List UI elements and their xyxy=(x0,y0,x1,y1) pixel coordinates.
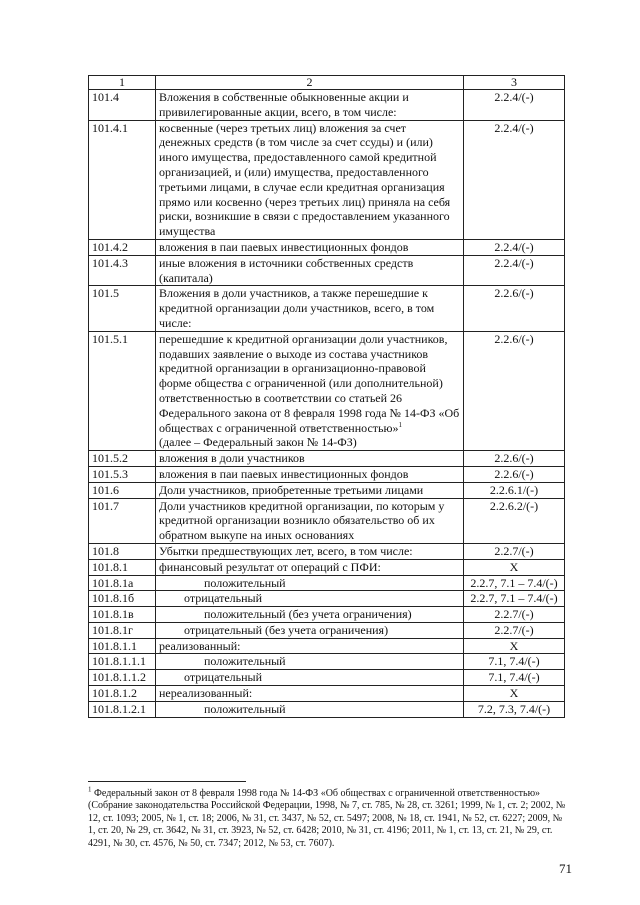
footnote xyxy=(88,785,566,850)
row-reference: 2.2.7, 7.1 – 7.4/(-) xyxy=(464,575,565,591)
table-header-row xyxy=(89,76,565,90)
footnote-reference-mark: 1 xyxy=(398,420,402,429)
header-col-1: 1 xyxy=(89,76,156,90)
row-reference: 2.2.4/(-) xyxy=(464,239,565,255)
row-description: Убытки предшествующих лет, всего, в том числе: xyxy=(156,543,464,559)
table-row xyxy=(89,498,565,543)
row-code: 101.8.1в xyxy=(89,607,156,623)
table-row xyxy=(89,331,565,450)
row-description: иные вложения в источники собственных средств (капитала) xyxy=(156,255,464,286)
row-code: 101.6 xyxy=(89,482,156,498)
row-description-with-footnote xyxy=(156,331,464,450)
row-reference: X xyxy=(464,559,565,575)
row-description: отрицательный xyxy=(156,670,464,686)
row-code: 101.8.1 xyxy=(89,559,156,575)
row-reference: 2.2.4/(-) xyxy=(464,255,565,286)
row-code: 101.8.1.2.1 xyxy=(89,701,156,717)
row-description: нереализованный: xyxy=(156,686,464,702)
row-reference: 2.2.7/(-) xyxy=(464,543,565,559)
table-row xyxy=(89,90,565,121)
table-row xyxy=(89,701,565,717)
row-description: вложения в паи паевых инвестиционных фондов xyxy=(156,466,464,482)
row-description: Доли участников кредитной организации, по которым у кредитной организации возникло обязательство об их обратном выкупе на иных основаниях xyxy=(156,498,464,543)
row-description: косвенные (через третьих лиц) вложения за счет денежных средств (в том числе за счет ссуды) и (или) иного имущества, предоставленного самой кредитной организацией, и (или) имущества, предоставленного третьими лицами, в случае если кредитная организация прямо или косвенно (через третьих лиц) приняла на себя риски, возникшие в связи с предоставлением указанного имущества xyxy=(156,120,464,239)
row-reference: 2.2.7, 7.1 – 7.4/(-) xyxy=(464,591,565,607)
footnote-separator xyxy=(88,781,246,782)
row-code: 101.5 xyxy=(89,286,156,331)
table-row xyxy=(89,607,565,623)
row-description: Доли участников, приобретенные третьими лицами xyxy=(156,482,464,498)
table-row xyxy=(89,575,565,591)
footnote-text: Федеральный закон от 8 февраля 1998 года № 14-ФЗ «Об обществах с ограниченной ответственностью» (Собрание законодательства Российской Федерации, 1998, № 7, ст. 785, № 28, ст. 3261; 1999, № 1, ст. 2; 2002, № 12, ст. 1093; 2005, № 1, ст. 18; 2006, № 31, ст. 3437, № 52, ст. 5497; 2008, № 18, ст. 1941, № 52, ст. 6227; 2009, № 1, ст. 20, № 29, ст. 3642, № 31, ст. 3923, № 52, ст. 6428; 2010, № 31, ст. 4196; 2011, № 1, ст. 13, ст. 21, № 29, ст. 4291, № 30, ст. 4576, № 50, ст. 7347; 2012, № 53, ст. 7607). xyxy=(88,788,566,849)
row-description: вложения в паи паевых инвестиционных фондов xyxy=(156,239,464,255)
table-row xyxy=(89,120,565,239)
table-row xyxy=(89,255,565,286)
table-row xyxy=(89,239,565,255)
row-reference: 2.2.6.2/(-) xyxy=(464,498,565,543)
row-description: положительный xyxy=(156,701,464,717)
row-code: 101.7 xyxy=(89,498,156,543)
header-col-2: 2 xyxy=(156,76,464,90)
row-description: отрицательный xyxy=(156,591,464,607)
row-description: финансовый результат от операций с ПФИ: xyxy=(156,559,464,575)
row-reference: X xyxy=(464,638,565,654)
table-row xyxy=(89,543,565,559)
row-code: 101.8.1.1.2 xyxy=(89,670,156,686)
row-code: 101.5.3 xyxy=(89,466,156,482)
row-description: положительный xyxy=(156,575,464,591)
footnote-mark: 1 xyxy=(88,785,92,794)
table-row xyxy=(89,654,565,670)
row-description: Вложения в доли участников, а также перешедшие к кредитной организации доли участников, всего, в том числе: xyxy=(156,286,464,331)
row-description: перешедшие к кредитной организации доли участников, подавших заявление о выходе из состава участников кредитной организации в организационно-правовой форме общества с ограниченной (или дополнительной) ответственностью в соответствии со статьей 26 Федерального закона от 8 февраля 1998 года № 14-ФЗ «Об обществах с ограниченной ответственностью» xyxy=(159,331,460,435)
header-col-3: 3 xyxy=(464,76,565,90)
row-reference: 2.2.4/(-) xyxy=(464,120,565,239)
table-row xyxy=(89,482,565,498)
row-code: 101.8.1б xyxy=(89,591,156,607)
row-description: отрицательный (без учета ограничения) xyxy=(156,622,464,638)
row-code: 101.4 xyxy=(89,90,156,121)
page-number: 71 xyxy=(559,861,572,876)
table-body xyxy=(89,76,565,718)
table-row xyxy=(89,466,565,482)
row-description: реализованный: xyxy=(156,638,464,654)
row-reference: 2.2.6.1/(-) xyxy=(464,482,565,498)
row-code: 101.5.2 xyxy=(89,451,156,467)
row-code: 101.5.1 xyxy=(89,331,156,450)
row-reference: X xyxy=(464,686,565,702)
row-description: вложения в доли участников xyxy=(156,451,464,467)
row-code: 101.8.1г xyxy=(89,622,156,638)
row-code: 101.8 xyxy=(89,543,156,559)
row-reference: 2.2.6/(-) xyxy=(464,451,565,467)
row-reference: 2.2.7/(-) xyxy=(464,607,565,623)
row-description: Вложения в собственные обыкновенные акции и привилегированные акции, всего, в том числе: xyxy=(156,90,464,121)
table-row xyxy=(89,622,565,638)
row-description-tail: (далее – Федеральный закон № 14-ФЗ) xyxy=(159,435,357,450)
row-description: положительный (без учета ограничения) xyxy=(156,607,464,623)
row-code: 101.4.1 xyxy=(89,120,156,239)
row-reference: 2.2.6/(-) xyxy=(464,286,565,331)
row-code: 101.4.3 xyxy=(89,255,156,286)
row-reference: 2.2.7/(-) xyxy=(464,622,565,638)
row-code: 101.8.1.2 xyxy=(89,686,156,702)
table-row xyxy=(89,559,565,575)
table-row xyxy=(89,638,565,654)
row-description: положительный xyxy=(156,654,464,670)
row-code: 101.4.2 xyxy=(89,239,156,255)
row-reference: 7.2, 7.3, 7.4/(-) xyxy=(464,701,565,717)
table-row xyxy=(89,686,565,702)
regulation-table xyxy=(88,75,565,718)
row-code: 101.8.1.1 xyxy=(89,638,156,654)
row-code: 101.8.1.1.1 xyxy=(89,654,156,670)
row-reference: 2.2.4/(-) xyxy=(464,90,565,121)
row-reference: 7.1, 7.4/(-) xyxy=(464,654,565,670)
table-row xyxy=(89,591,565,607)
row-reference: 2.2.6/(-) xyxy=(464,466,565,482)
row-reference: 7.1, 7.4/(-) xyxy=(464,670,565,686)
table-row xyxy=(89,670,565,686)
table-row xyxy=(89,451,565,467)
row-reference: 2.2.6/(-) xyxy=(464,331,565,450)
row-code: 101.8.1а xyxy=(89,575,156,591)
table-row xyxy=(89,286,565,331)
